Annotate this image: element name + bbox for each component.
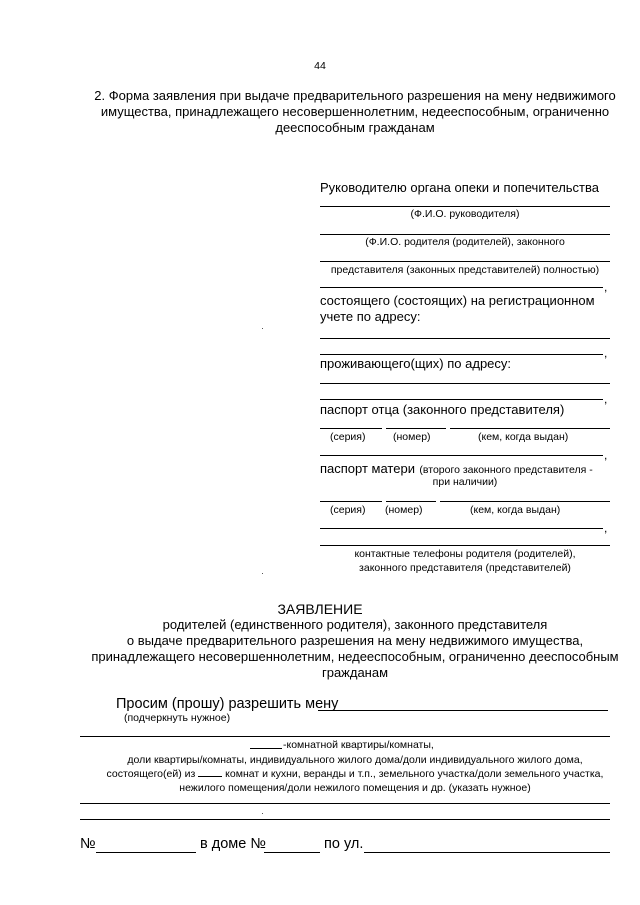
phones-hint-1: контактные телефоны родителя (родителей), — [354, 548, 576, 560]
options-line-1: доли квартиры/комнаты, индивидуального жилого дома/доли индивидуального жилого дома, — [127, 754, 583, 766]
comma: , — [604, 521, 608, 535]
options-line-3: нежилого помещения/доли нежилого помещения и др. (указать нужное) — [179, 782, 531, 794]
residing-address-line-2[interactable] — [320, 399, 603, 400]
house-number-line[interactable] — [264, 852, 320, 853]
underline-hint: (подчеркнуть нужное) — [124, 712, 231, 724]
mother-issued-hint: (кем, когда выдан) — [470, 504, 561, 516]
street-line[interactable] — [364, 852, 610, 853]
number-label: № — [80, 836, 96, 852]
mother-number-line[interactable] — [386, 501, 436, 502]
father-number-line[interactable] — [386, 428, 446, 429]
scan-speck — [262, 573, 263, 574]
residing-address-line[interactable] — [320, 383, 610, 384]
details-line-2[interactable] — [80, 819, 610, 820]
registered-line-1: состоящего (состоящих) на регистрационном — [320, 293, 595, 308]
street-label: по ул. — [324, 836, 364, 852]
request-label: Просим (прошу) разрешить мену — [116, 696, 339, 712]
registered-line-2: учете по адресу: — [320, 309, 421, 324]
residing-label: проживающего(щих) по адресу: — [320, 356, 512, 371]
heading-line-3: дееспособным гражданам — [275, 120, 435, 135]
statement-subtitle — [60, 617, 640, 681]
comma: , — [604, 448, 608, 462]
comma: , — [604, 280, 608, 294]
phones-hint — [320, 547, 610, 575]
comma: , — [604, 392, 608, 406]
mother-passport-note-2: при наличии) — [432, 476, 498, 488]
options-line-2-a: состоящего(ей) из — [106, 768, 196, 780]
mother-number-hint: (номер) — [385, 504, 423, 516]
comma: , — [604, 346, 608, 360]
statement-title: ЗАЯВЛЕНИЕ — [277, 601, 363, 617]
father-passport-line-2[interactable] — [320, 455, 603, 456]
registered-address-line-2[interactable] — [320, 354, 603, 355]
mother-passport-note-1: (второго законного представителя - — [419, 464, 593, 476]
statement-line-2: о выдаче предварительного разрешения на мену недвижимого имущества, — [126, 633, 584, 648]
father-issued-line[interactable] — [450, 428, 610, 429]
head-name-line[interactable] — [320, 206, 610, 207]
statement-line-1: родителей (единственного родителя), законного представителя — [162, 617, 548, 632]
apartment-number-line[interactable] — [96, 852, 196, 853]
options-block — [60, 753, 640, 795]
head-name-hint: (Ф.И.О. руководителя) — [410, 208, 520, 220]
parent-name-line[interactable] — [320, 234, 610, 235]
father-number-hint: (номер) — [393, 431, 431, 443]
details-line-1[interactable] — [80, 803, 610, 804]
heading-line-1: 2. Форма заявления при выдаче предварительного разрешения на мену недвижимого — [94, 88, 616, 103]
heading-line-2: имущества, принадлежащего несовершеннолетним, недееспособным, ограниченно — [100, 104, 610, 119]
rooms-suffix: -комнатной квартиры/комнаты, — [283, 739, 434, 751]
mother-passport-line-2[interactable] — [320, 528, 603, 529]
request-line-2[interactable] — [80, 736, 610, 737]
statement-line-4: гражданам — [321, 665, 389, 680]
parent-name-line-2[interactable] — [320, 261, 610, 262]
options-line-2-b: комнат и кухни, веранды и т.п., земельного участка/доли земельного участка, — [225, 768, 604, 780]
form-heading — [60, 88, 640, 136]
phones-line[interactable] — [320, 545, 610, 546]
phones-hint-2: законного представителя (представителей) — [359, 562, 571, 574]
mother-issued-line[interactable] — [440, 501, 610, 502]
mother-series-hint: (серия) — [330, 504, 366, 516]
exchange-object-line[interactable] — [318, 710, 608, 711]
registered-address-line[interactable] — [320, 338, 610, 339]
mother-series-line[interactable] — [320, 501, 382, 502]
rooms-number-blank[interactable] — [198, 767, 222, 777]
parent-name-line-3[interactable] — [320, 287, 603, 288]
father-series-line[interactable] — [320, 428, 382, 429]
scan-speck — [262, 328, 263, 329]
registered-label — [320, 293, 595, 325]
father-issued-hint: (кем, когда выдан) — [478, 431, 569, 443]
mother-passport-label: паспорт матери — [320, 461, 415, 476]
scan-speck — [262, 813, 263, 814]
addressee: Руководителю органа опеки и попечительства — [320, 180, 599, 195]
page-number: 44 — [314, 60, 326, 72]
father-series-hint: (серия) — [330, 431, 366, 443]
options-line-2 — [60, 767, 640, 781]
parent-name-hint: (Ф.И.О. родителя (родителей), законного — [365, 236, 565, 248]
parent-name-hint-2: представителя (законных представителей) полностью) — [330, 264, 600, 276]
rooms-count-line[interactable] — [250, 748, 282, 749]
father-passport-label: паспорт отца (законного представителя) — [320, 402, 565, 417]
house-label: в доме № — [200, 836, 266, 852]
statement-line-3: принадлежащего несовершеннолетним, недееспособным, ограниченно дееспособным — [91, 649, 619, 664]
